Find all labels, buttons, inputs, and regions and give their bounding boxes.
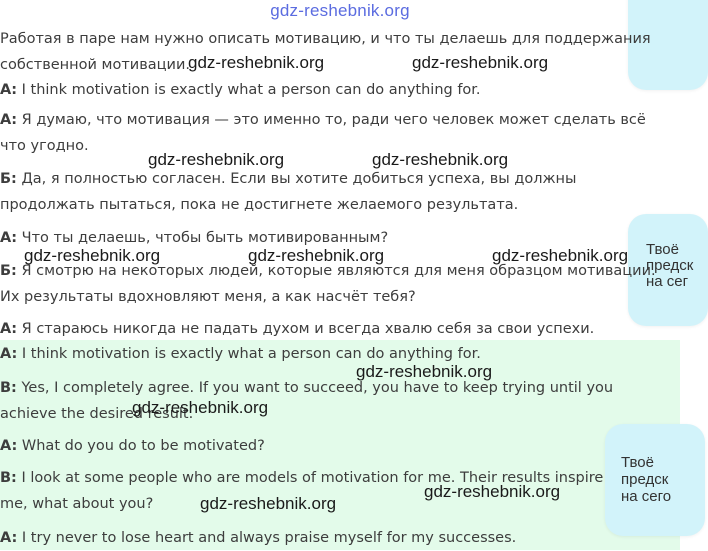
speaker-label: B:	[0, 470, 17, 486]
speaker-label: А:	[0, 112, 18, 128]
dialogue-line	[0, 316, 670, 342]
speaker-label: A:	[0, 346, 18, 362]
speaker-label: А:	[0, 321, 18, 337]
watermark: gdz-reshebnik.org	[492, 246, 629, 265]
watermark: gdz-reshebnik.org	[424, 482, 561, 501]
line-text: I think motivation is exactly what a person can do anything for.	[17, 82, 481, 98]
dialogue-line	[0, 433, 670, 459]
top-watermark[interactable]: gdz-reshebnik.org	[270, 1, 410, 20]
line-text: Что ты делаешь, чтобы быть мотивированным?	[17, 230, 389, 246]
dialogue-line	[0, 107, 670, 159]
watermark: gdz-reshebnik.org	[148, 150, 285, 169]
bubble-line: Твоё	[621, 454, 654, 471]
speaker-label: А:	[0, 82, 18, 98]
watermark: gdz-reshebnik.org	[200, 494, 337, 513]
speaker-label: A:	[0, 438, 18, 454]
line-text: I look at some people who are models of motivation for me. Their results inspire me, what about you?	[0, 470, 604, 512]
line-text: Я думаю, что мотивация — это именно то, ради чего человек может сделать всё что угодно.	[0, 112, 646, 154]
bubble-line: на сего	[621, 488, 672, 505]
dialogue-line	[0, 341, 670, 367]
speaker-label: Б:	[0, 171, 17, 187]
speaker-label: А:	[0, 230, 18, 246]
line-text: Работая в паре нам нужно описать мотивацию, и что ты делаешь для поддержания собственной мотивации.	[0, 31, 651, 73]
speaker-label: B:	[0, 380, 17, 396]
watermark: gdz-reshebnik.org	[356, 362, 493, 381]
line-text: Я стараюсь никогда не падать духом и всегда хвалю себя за свои успехи.	[17, 321, 595, 337]
dialogue-line	[0, 525, 670, 551]
speaker-label: A:	[0, 530, 18, 546]
watermark: gdz-reshebnik.org	[132, 398, 269, 417]
bubble-line: Твоё	[646, 241, 679, 258]
intro-text	[0, 26, 670, 78]
line-text: I think motivation is exactly what a person can do anything for.	[17, 346, 481, 362]
watermark: gdz-reshebnik.org	[188, 53, 325, 72]
watermark: gdz-reshebnik.org	[372, 150, 509, 169]
bubble-line: на сег	[646, 273, 689, 290]
line-text: Yes, I completely agree. If you want to succeed, you have to keep trying until you achieve the desired result.	[0, 380, 614, 422]
bubble-line: предск	[646, 257, 694, 274]
line-text: What do you do to be motivated?	[17, 438, 265, 454]
bubble-line: предск	[621, 471, 669, 488]
line-text: I try never to lose heart and always praise myself for my successes.	[17, 530, 517, 546]
watermark: gdz-reshebnik.org	[412, 53, 549, 72]
line-text: Да, я полностью согласен. Если вы хотите добиться успеха, вы должны продолжать пытаться, пока не достигнете желаемого результата.	[0, 171, 577, 213]
speaker-label: Б:	[0, 263, 17, 279]
dialogue-line	[0, 375, 670, 427]
dialogue-line	[0, 166, 670, 218]
watermark: gdz-reshebnik.org	[248, 246, 385, 265]
watermark: gdz-reshebnik.org	[24, 246, 161, 265]
line-text: Я смотрю на некоторых людей, которые являются для меня образцом мотивации. Их результаты вдохновляют меня, а как насчёт тебя?	[0, 263, 656, 305]
dialogue-line	[0, 77, 670, 103]
